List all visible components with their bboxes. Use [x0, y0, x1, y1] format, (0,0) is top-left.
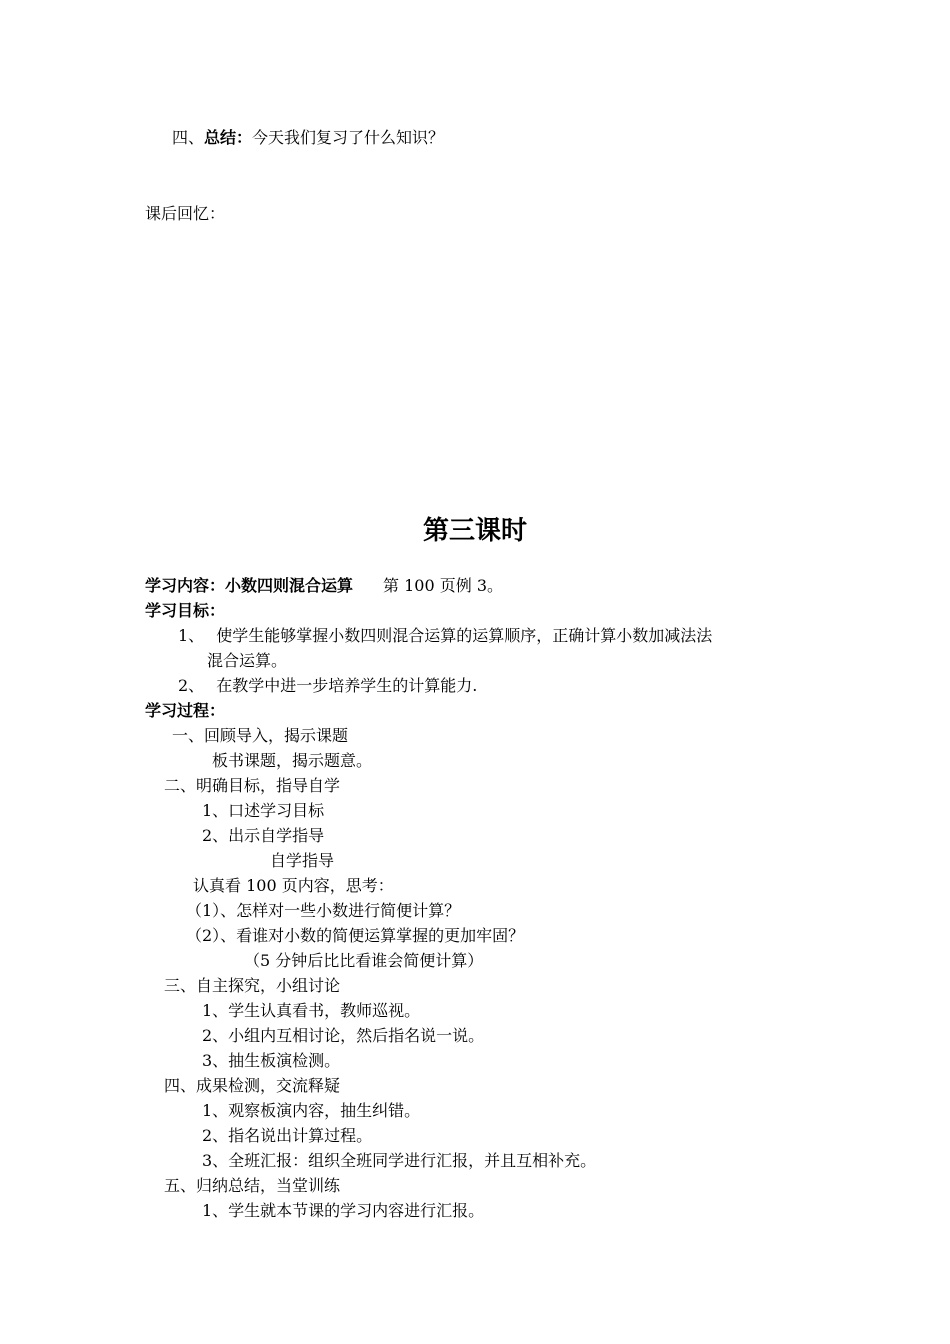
- goal-1-text: 使学生能够掌握小数四则混合运算的运算顺序，正确计算小数加减法法: [216, 626, 713, 645]
- process-line: 1、口述学习目标: [202, 801, 325, 820]
- process-line: 一、回顾导入，揭示课题: [172, 726, 349, 745]
- content-label: 学习内容：小数四则混合运算: [145, 576, 354, 595]
- after-class-recall: 课后回忆：: [145, 204, 226, 223]
- content-ref: 第 100 页例 3。: [383, 576, 503, 595]
- process-line: 1、学生认真看书，教师巡视。: [202, 1001, 421, 1020]
- process-line: 三、自主探究，小组讨论: [164, 976, 341, 995]
- process-line: 2、指名说出计算过程。: [202, 1126, 373, 1145]
- process-line: 2、出示自学指导: [202, 826, 325, 845]
- process-line: 1、学生就本节课的学习内容进行汇报。: [202, 1201, 485, 1220]
- process-line: 五、归纳总结，当堂训练: [164, 1176, 341, 1195]
- goal-1-line-2: 混合运算。: [207, 651, 288, 670]
- process-line: （2）、看谁对小数的简便运算掌握的更加牢固？: [186, 926, 525, 945]
- process-line: 板书课题，揭示题意。: [212, 751, 373, 770]
- goal-1-line-1: [178, 626, 712, 646]
- goals-label: 学习目标：: [145, 601, 226, 620]
- process-line: 3、抽生板演检测。: [202, 1051, 341, 1070]
- process-line: 认真看 100 页内容，思考：: [193, 876, 394, 895]
- content-line: [145, 576, 503, 596]
- process-label: 学习过程：: [145, 701, 226, 720]
- goal-2-number: 2、: [178, 676, 205, 695]
- goal-1-number: 1、: [178, 626, 205, 645]
- goal-2-text: 在教学中进一步培养学生的计算能力.: [216, 676, 478, 695]
- process-line: 四、成果检测，交流释疑: [164, 1076, 341, 1095]
- goal-2: [178, 676, 477, 696]
- summary-prefix: 四、: [172, 128, 205, 147]
- lesson-title: 第三课时: [422, 516, 527, 546]
- process-line: 2、小组内互相讨论，然后指名说一说。: [202, 1026, 485, 1045]
- process-line: （5 分钟后比比看谁会简便计算）: [244, 951, 484, 970]
- process-line: 1、观察板演内容，抽生纠错。: [202, 1101, 421, 1120]
- process-line: 3、全班汇报：组织全班同学进行汇报，并且互相补充。: [202, 1151, 597, 1170]
- summary-label: 总结：: [204, 128, 253, 147]
- summary-line: [172, 128, 444, 148]
- process-line: （1）、怎样对一些小数进行简便计算？: [186, 901, 461, 920]
- process-line: 自学指导: [270, 851, 335, 870]
- summary-text: 今天我们复习了什么知识？: [252, 128, 445, 147]
- process-line: 二、明确目标，指导自学: [164, 776, 341, 795]
